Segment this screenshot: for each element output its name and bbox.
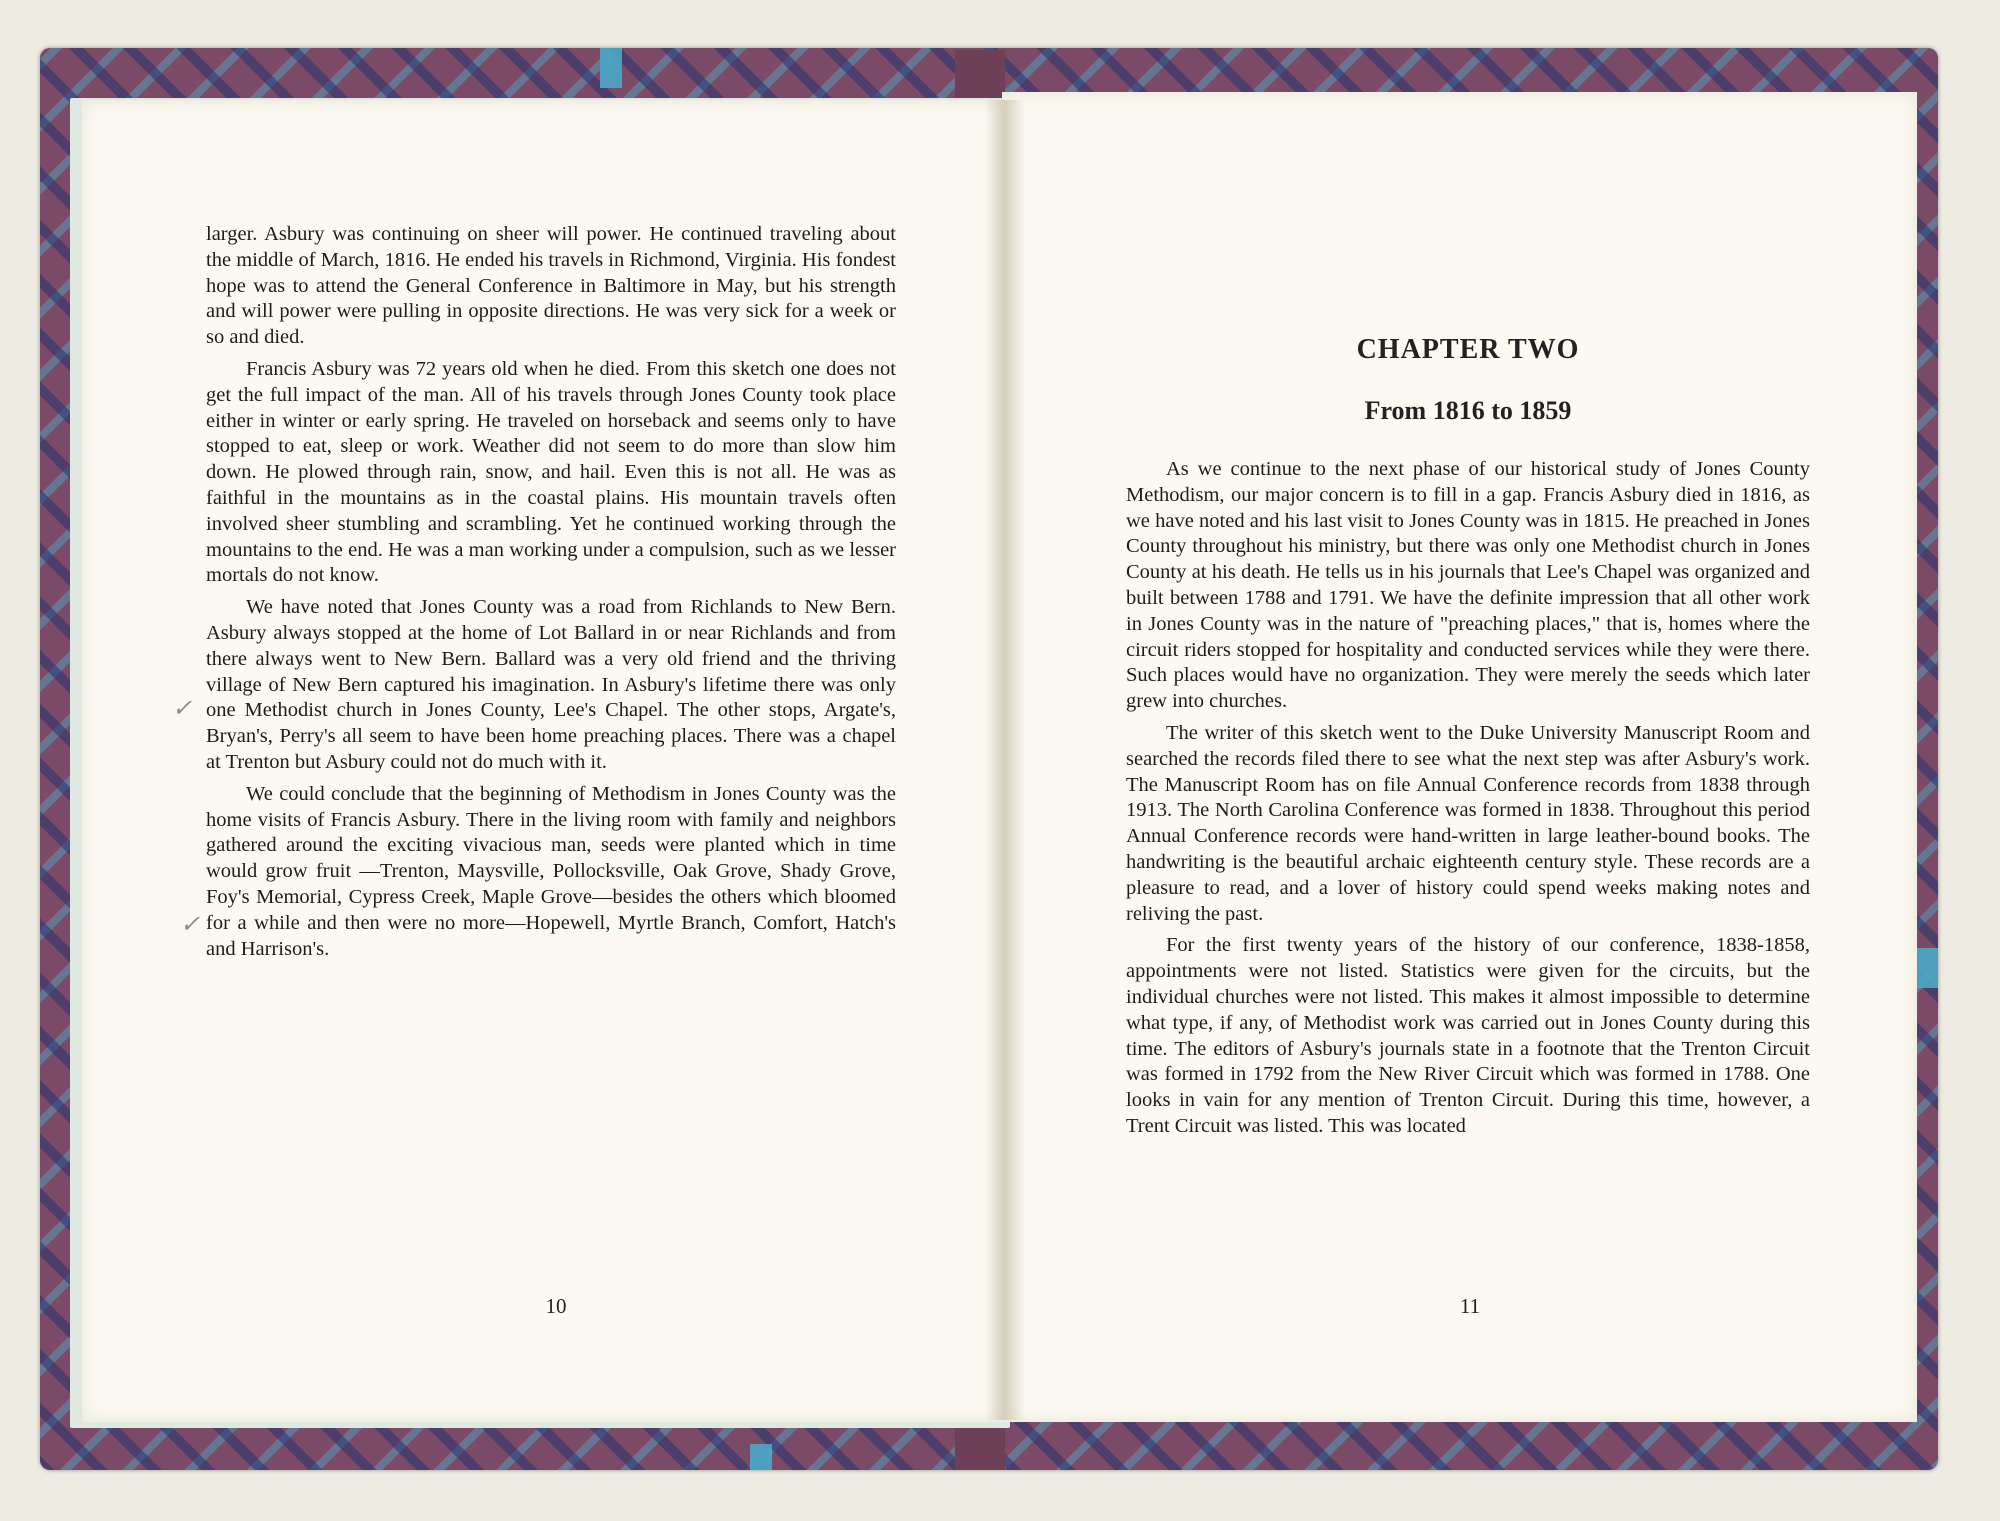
pencil-check-mark-2: ✓ <box>180 912 201 938</box>
page-number-left: 10 <box>545 1294 567 1318</box>
pencil-check-mark-1: ✓ <box>172 696 193 722</box>
page-number-right: 11 <box>1459 1294 1481 1318</box>
cover-stripe-bottom <box>750 1444 772 1470</box>
left-paragraph-2: Francis Asbury was 72 years old when he died. From this sketch one does not get the full impact of the man. All of his travels through Jones County took place either in winter or early spring. He traveled on horseback and seems only to have stopped to eat, sleep or work. Weather did not seem to do more than slow him down. He plowed through rain, snow, and hail. Even this is not all. He was as faithful in the mountains as in the coastal plains. His mountain travels often involved sheer stumbling and scrambling. Yet he continued working through the mountains to the end. He was a man working under a compulsion, such as we lesser mortals do not know. <box>206 357 896 587</box>
right-page-text <box>1126 457 1810 1140</box>
left-page-text <box>206 222 896 962</box>
book-gutter <box>985 100 1025 1420</box>
left-paragraph-1: larger. Asbury was continuing on sheer will power. He continued traveling about the middle of March, 1816. He ended his travels in Richmond, Virginia. His fondest hope was to attend the General Conference in Baltimore in May, but his strength and will power were pulling in opposite directions. He was very sick for a week or so and died. <box>206 223 896 349</box>
left-paragraph-4: We could conclude that the beginning of Methodism in Jones County was the home visits of Francis Asbury. There in the living room with family and neighbors gathered around the exciting vivacious man, seeds were planted which in time would grow fruit —Trenton, Maysville, Pollocksville, Oak Grove, Shady Grove, Foy's Memorial, Cypress Creek, Maple Grove—besides the others which bloomed for a while and then were no more—Hopewell, Myrtle Branch, Comfort, Hatch's and Harrison's. <box>206 782 896 960</box>
right-paragraph-3: For the first twenty years of the history of our conference, 1838-1858, appointments were not listed. Statistics were given for the circuits, but the individual churches were not listed. This makes it almost impossible to determine what type, if any, of Methodist work was carried out in Jones County during this time. The editors of Asbury's journals state in a footnote that the Trenton Circuit was formed in 1792 from the New River Circuit which was formed in 1788. One looks in vain for any mention of Trenton Circuit. During this time, however, a Trent Circuit was listed. This was located <box>1126 934 1810 1137</box>
right-paragraph-1: As we continue to the next phase of our historical study of Jones County Methodism, our major concern is to fill in a gap. Francis Asbury died in 1816, as we have noted and his last visit to Jones County was in 1815. He preached in Jones County throughout his ministry, but there was only one Methodist church in Jones County at his death. He tells us in his journals that Lee's Chapel was organized and built between 1788 and 1791. We have the definite impression that all other work in Jones County was in the nature of "preaching places," that is, homes where the circuit riders stopped for hospitality and conducted services while they were there. Such places would have no organization. They were merely the seeds which later grew into churches. <box>1126 458 1810 713</box>
left-paragraph-3: We have noted that Jones County was a road from Richlands to New Bern. Asbury always stopped at the home of Lot Ballard in or near Richlands and from there always went to New Bern. Ballard was a very old friend and the thriving village of New Bern captured his imagination. In Asbury's lifetime there was only one Methodist church in Jones County, Lee's Chapel. The other stops, Argate's, Bryan's, Perry's all seem to have been home preaching places. There was a chapel at Trenton but Asbury could not do much with it. <box>206 596 896 773</box>
right-paragraph-2: The writer of this sketch went to the Duke University Manuscript Room and searched the records filed there to see what the next step was after Asbury's work. The Manuscript Room has on file Annual Conference records from 1838 through 1913. The North Carolina Conference was formed in 1838. Throughout this period Annual Conference records were hand-written in large leather-bound books. The handwriting is the beautiful archaic eighteenth century style. These records are a pleasure to read, and a lover of history could spend weeks making notes and reliving the past. <box>1126 721 1810 925</box>
chapter-title: CHAPTER TWO <box>1356 334 1580 365</box>
chapter-subtitle: From 1816 to 1859 <box>1364 396 1572 425</box>
cover-stripe-right <box>1916 948 1938 988</box>
cover-stripe-top <box>600 48 622 88</box>
